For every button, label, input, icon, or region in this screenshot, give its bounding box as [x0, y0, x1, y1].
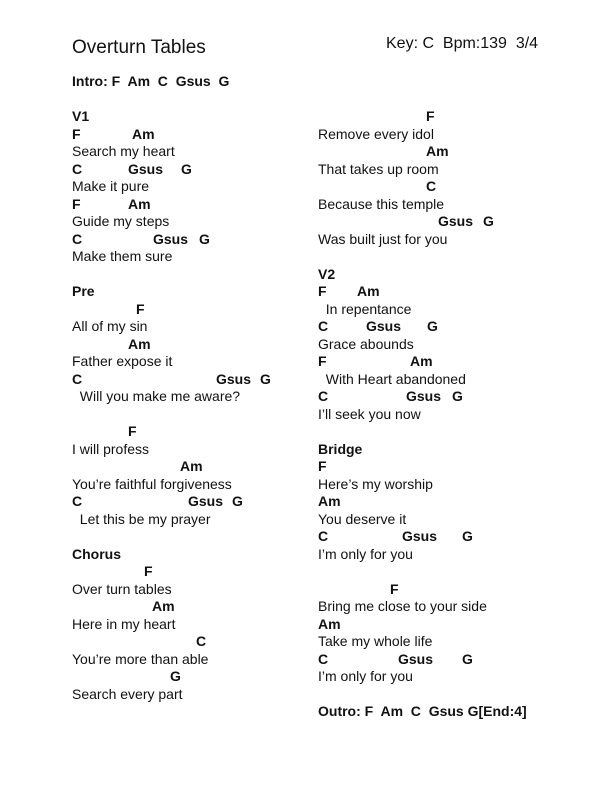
section-heading-pre: Pre	[72, 283, 95, 299]
chord: G	[483, 213, 494, 229]
lyric-line: I’m only for you	[318, 545, 413, 562]
chord-line	[318, 143, 588, 161]
lyric-line: Take my whole life	[318, 633, 433, 649]
lyric-line: Here’s my worship	[318, 475, 433, 492]
chord-line	[318, 493, 588, 511]
chord: Am	[132, 125, 155, 142]
lyric-line: Father expose it	[72, 353, 173, 369]
section-heading-chorus: Chorus	[72, 545, 121, 562]
chord-line	[72, 301, 342, 319]
chord: Am	[128, 195, 151, 212]
chord: Am	[152, 598, 175, 614]
song-title: Overturn Tables	[72, 37, 206, 58]
lyric-line: Guide my steps	[72, 213, 170, 229]
chord: Am	[410, 353, 433, 369]
chord: F	[144, 563, 153, 579]
chord-line	[72, 493, 342, 511]
chord: G	[170, 668, 181, 684]
chord: Am	[318, 493, 341, 509]
chord: G	[452, 388, 463, 404]
chord: C	[426, 178, 437, 194]
chord-line	[72, 196, 342, 214]
chord: F	[318, 458, 327, 474]
lyric-line: Search every part	[72, 685, 183, 702]
chord: C	[72, 493, 83, 509]
outro-line: Outro: F Am C Gsus G[End:4]	[318, 703, 527, 719]
chord: G	[181, 160, 192, 177]
chord-line	[72, 633, 342, 651]
chord: G	[199, 230, 210, 247]
chord-line	[72, 336, 342, 354]
chord: G	[260, 370, 271, 387]
chord: C	[318, 650, 329, 667]
chord-line	[72, 231, 342, 249]
chord: Gsus	[216, 370, 252, 387]
chord: F	[318, 353, 327, 369]
song-meta: Key: C Bpm:139 3/4	[386, 35, 539, 52]
chord: Gsus	[128, 160, 164, 177]
lyric-line: Grace abounds	[318, 335, 414, 352]
chord-line	[72, 458, 342, 476]
lyric-line: Here in my heart	[72, 615, 176, 632]
chord-line	[72, 598, 342, 616]
lyric-line: With Heart abandoned	[318, 370, 466, 387]
lyric-line: Because this temple	[318, 195, 445, 212]
chord: C	[72, 230, 83, 247]
chord: Gsus	[188, 493, 224, 509]
chord-line	[318, 213, 588, 231]
chord: F	[390, 580, 399, 597]
chord-line	[318, 108, 588, 126]
chord: F	[72, 195, 81, 212]
chord: F	[426, 108, 435, 124]
chord: F	[136, 300, 145, 317]
chord: F	[128, 423, 137, 439]
lyric-line: I will profess	[72, 440, 150, 457]
chord: Am	[426, 143, 449, 159]
chord: C	[318, 318, 329, 334]
chord-line	[72, 161, 342, 179]
lyric-line: I’m only for you	[318, 668, 413, 684]
lyric-line: Was built just for you	[318, 230, 448, 247]
section-heading-bridge: Bridge	[318, 440, 363, 457]
chord: Am	[318, 615, 341, 632]
lyric-line: All of my sin	[72, 318, 148, 334]
chord: Am	[180, 458, 203, 474]
chord: C	[318, 528, 329, 544]
lyric-line: I’ll seek you now	[318, 405, 421, 422]
chord: Gsus	[366, 318, 402, 334]
chord: Gsus	[406, 388, 442, 404]
lyric-line: Let this be my prayer	[72, 510, 211, 527]
lyric-line: You’re more than able	[72, 650, 209, 667]
lyric-line: Remove every idol	[318, 125, 434, 142]
chord-line	[318, 388, 588, 406]
chord-line	[318, 178, 588, 196]
chord-line	[318, 353, 588, 371]
chord-line	[318, 528, 588, 546]
section-heading-v1: V1	[72, 108, 90, 124]
chord: Gsus	[153, 230, 189, 247]
chord-line	[72, 126, 342, 144]
lyric-line: Make it pure	[72, 178, 150, 194]
chord: C	[318, 388, 329, 404]
chord-line	[318, 318, 588, 336]
chord-line	[72, 668, 342, 686]
chord: F	[72, 125, 81, 142]
chord: G	[427, 318, 438, 334]
lyric-line: Search my heart	[72, 143, 175, 159]
chord-line	[318, 651, 588, 669]
left-column	[72, 108, 342, 703]
lyric-line: That takes up room	[318, 160, 439, 177]
chord-line	[72, 423, 342, 441]
lyric-line: Bring me close to your side	[318, 598, 487, 614]
chord: Gsus	[402, 528, 438, 544]
lyric-line: Make them sure	[72, 248, 173, 264]
chord: G	[462, 650, 473, 667]
section-heading-v2: V2	[318, 265, 336, 282]
chord: Am	[357, 283, 380, 299]
right-column	[318, 108, 588, 686]
chord: C	[72, 370, 83, 387]
chord: C	[72, 160, 83, 177]
chord: Gsus	[398, 650, 434, 667]
chord-line	[318, 458, 588, 476]
chord: C	[196, 633, 207, 649]
chord: F	[318, 283, 327, 299]
lyric-line: You deserve it	[318, 510, 407, 527]
intro-line: Intro: F Am C Gsus G	[72, 73, 230, 89]
lyric-line: Over turn tables	[72, 580, 172, 597]
chord-line	[318, 581, 588, 599]
chord-line	[318, 283, 588, 301]
lyric-line: You’re faithful forgiveness	[72, 475, 232, 492]
chord: G	[232, 493, 243, 509]
lyric-line: In repentance	[318, 300, 412, 317]
chord: Am	[128, 335, 151, 352]
chord: Gsus	[438, 213, 474, 229]
lyric-line: Will you make me aware?	[72, 388, 241, 404]
chord-line	[72, 371, 342, 389]
chord: G	[462, 528, 473, 544]
chord-line	[72, 563, 342, 581]
chord-line	[318, 616, 588, 634]
